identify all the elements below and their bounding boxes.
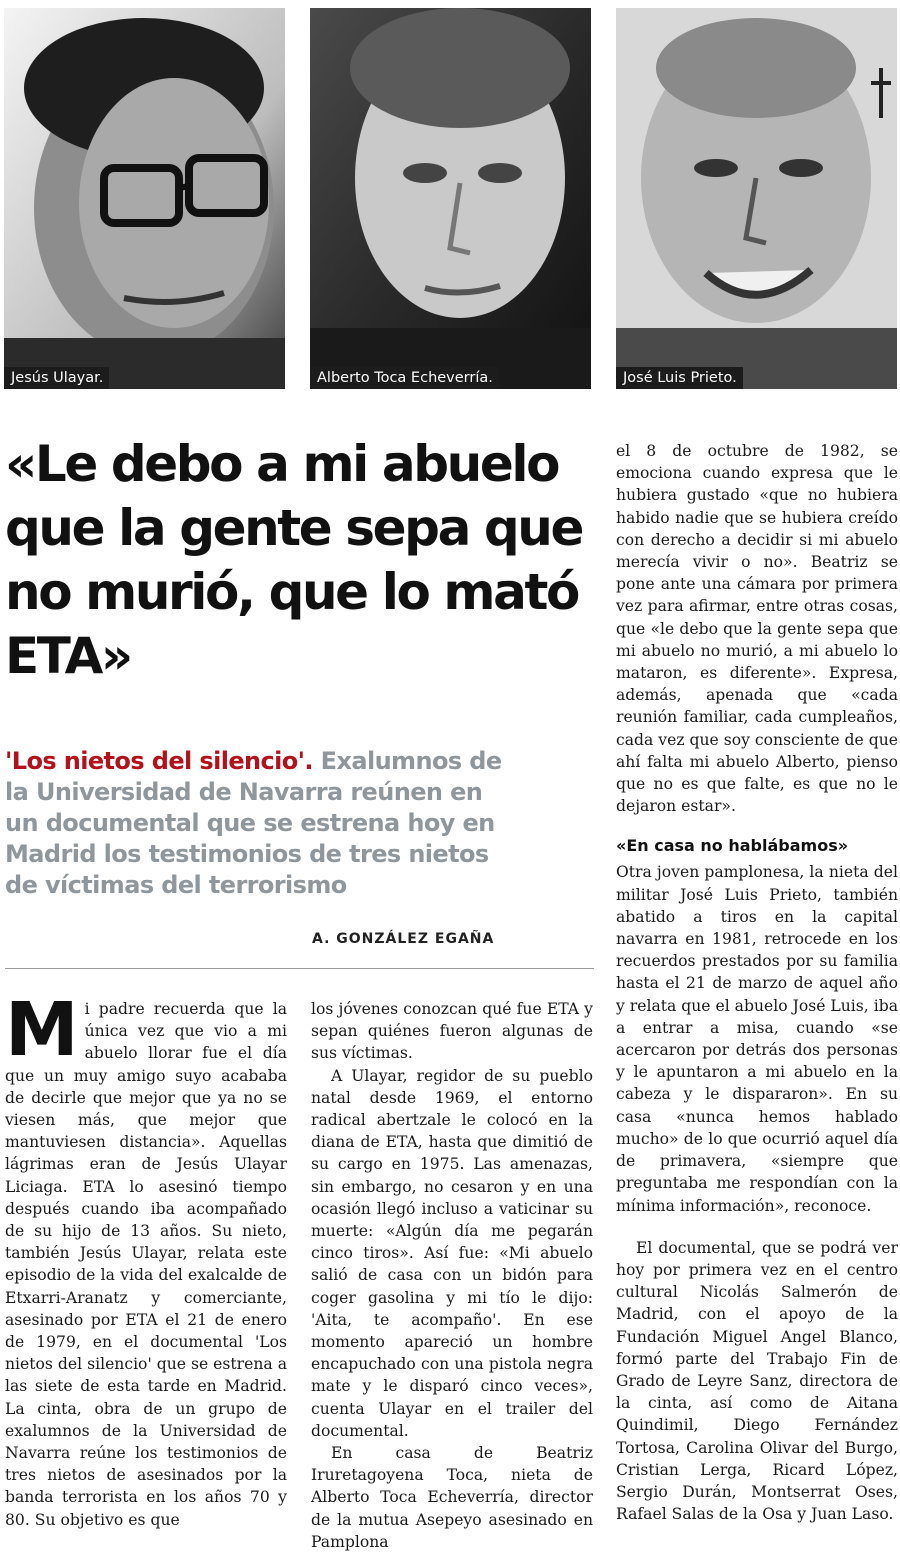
body-column-3 — [616, 440, 898, 1525]
body-paragraph: el 8 de octubre de 1982, se emociona cuando expresa que le hubiera gustado «que no hubiera habido nadie que se hubiera creído con derecho a decidir si mi abuelo merecía vivir o no». Beatriz se pone ante una cámara por primera vez para afirmar, entre otras cosas, que «le debo que la gente sepa que mi abuelo no murió, a mi abuelo lo mataron, es diferente». Expresa, además, apenada que «cada reunión familiar, cada cumpleaños, cada vez que soy consciente de que ahí falta mi abuelo Alberto, pienso que no es que falte, es que no le dejaron estar». — [616, 442, 898, 816]
portrait-image — [4, 8, 285, 389]
photo-alberto-toca — [310, 8, 591, 389]
body-paragraph: A Ulayar, regidor de su pueblo natal desde 1969, el entorno radical abertzale le colocó en la diana de ETA, hasta que dimitió de su cargo en 1975. Las amenazas, sin embargo, no cesaron y en una ocasión llegó incluso a vaticinar su muerte: «Algún día me pegarán cinco tiros». Así fue: «Mi abuelo salió de casa con un bidón para coger gasolina y mi tío le dijo: 'Aita, te acompaño'. En ese momento apareció un hombre encapuchado con una pistola negra mate y le disparó cinco veces», cuenta Ulayar en el trailer del documental. — [311, 1066, 593, 1440]
photo-caption: Alberto Toca Echeverría. — [310, 367, 499, 389]
byline: A. GONZÁLEZ EGAÑA — [312, 931, 495, 947]
subheading: «En casa no hablábamos» — [616, 836, 849, 856]
body-paragraph: los jóvenes conozcan qué fue ETA y sepan quiénes fueron algunas de sus víctimas. — [311, 1000, 593, 1063]
portrait-image — [310, 8, 591, 389]
headline: «Le debo a mi abuelo que la gente sepa que no murió, que lo mató ETA» — [5, 435, 583, 685]
body-paragraph: En casa de Beatriz Iruretagoyena Toca, nieta de Alberto Toca Echeverría, director de la mutua Asepeyo asesinado en Pamplona — [311, 1444, 593, 1551]
body-column-1 — [5, 987, 287, 1531]
body-paragraph: El documental, que se podrá ver hoy por primera vez en el centro cultural Nicolás Salmerón de Madrid, con el apoyo de la Fundación Miguel Angel Blanco, formó parte del Trabajo Fin de Grado de Leyre Sanz, directora de la cinta, así como de Aitana Quindimil, Diego Fernández Tortosa, Carolina Olivar del Burgo, Cristian Lerga, Ricard López, Sergio Durán, Montserrat Oses, Rafael Salas de la Osa y Juan Laso. — [616, 1238, 898, 1524]
photo-jose-luis-prieto — [616, 8, 897, 389]
body-paragraph: Otra joven pamplonesa, la nieta del militar José Luis Prieto, también abatido a tiros en la capital navarra en 1981, retrocede en los recuerdos prestados por su familia hasta el 21 de marzo de aquel año y relata que el abuelo José Luis, iba a entrar a misa, cuando «se acercaron por detrás dos personas y le apuntaron a mi abuelo en la cabeza y le dispararon». En su casa «nunca hemos hablado mucho» de lo que ocurrió aquel día de primavera, «siempre que preguntaba me respondían con la mínima información», reconoce. — [616, 863, 898, 1215]
divider — [5, 968, 594, 969]
photo-jesus-ulayar — [4, 8, 285, 389]
drop-cap: M — [5, 987, 79, 1073]
body-paragraph: i padre recuerda que la única vez que vio a mi abuelo llorar fue el día que un muy amigo suyo acababa de decirle que mejor que ya no se viesen más, que mejor que mantuviesen distancia». Aquellas lágrimas eran de Jesús Ulayar Liciaga. ETA lo asesinó tiempo después cuando iba acompañado de su hijo de 13 años. Su nieto, también Jesús Ulayar, relata este episodio de la vida del exalcalde de Etxarri-Aranatz y comerciante, asesinado por ETA el 21 de enero de 1979, en el documental 'Los nietos del silencio' que se estrena a las siete de esta tarde en Madrid. La cinta, obra de un grupo de exalumnos de la Universidad de Navarra reúne los testimonios de tres nietos de asesinados por la banda terrorista en los años 70 y 80. Su objetivo es que — [5, 1000, 287, 1529]
deck-lead: 'Los nietos del silencio'. — [5, 747, 313, 775]
deck — [5, 746, 505, 901]
photo-caption: José Luis Prieto. — [616, 367, 743, 389]
portrait-image — [616, 8, 897, 389]
body-column-2 — [311, 998, 593, 1553]
photo-caption: Jesús Ulayar. — [4, 367, 109, 389]
deck-rest: Exalumnos de la Universidad de Navarra reúnen en un documental que se estrena hoy en Madrid los testimonios de tres nietos de víctimas del terrorismo — [5, 747, 502, 899]
